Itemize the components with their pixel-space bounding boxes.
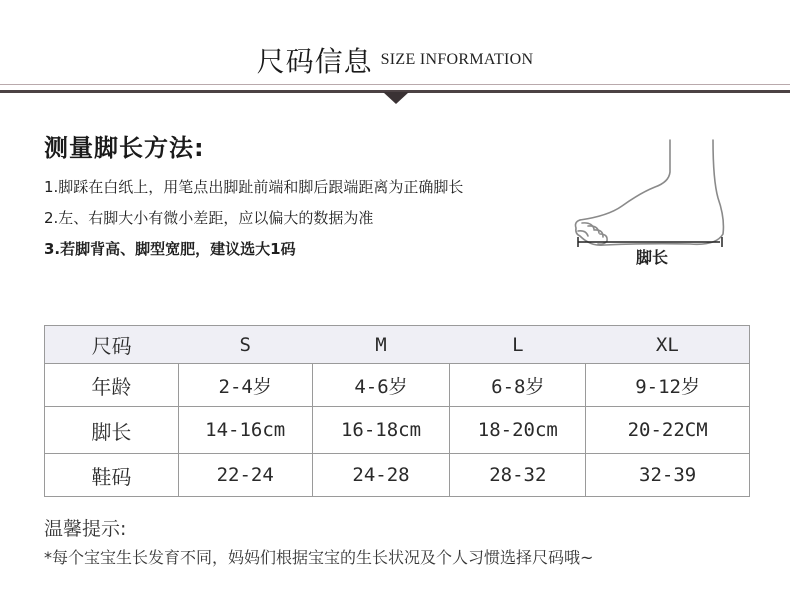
- column-header: S: [178, 326, 312, 364]
- row-label: 年龄: [45, 364, 179, 407]
- table-cell: 16-18cm: [312, 407, 450, 454]
- section-header: [0, 40, 790, 80]
- divider-thin: [0, 84, 790, 85]
- section-title-en: SIZE INFORMATION: [380, 51, 534, 68]
- table-cell: 2-4岁: [178, 364, 312, 407]
- table-row: [45, 364, 750, 407]
- table-row: [45, 407, 750, 454]
- row-label: 脚长: [45, 407, 179, 454]
- method-step: 1.脚踩在白纸上，用笔点出脚趾前端和脚后跟端距离为正确脚长: [44, 178, 464, 196]
- table-cell: 18-20cm: [450, 407, 586, 454]
- foot-length-label: 脚长: [636, 248, 669, 267]
- table-cell: 14-16cm: [178, 407, 312, 454]
- tip-text: *每个宝宝生长发育不同，妈妈们根据宝宝的生长状况及个人习惯选择尺码哦~: [44, 548, 594, 567]
- column-header: 尺码: [45, 326, 179, 364]
- caret-down-icon: [383, 92, 409, 104]
- table-header-row: [45, 326, 750, 364]
- table-row: [45, 454, 750, 497]
- table-cell: 9-12岁: [586, 364, 750, 407]
- row-label: 鞋码: [45, 454, 179, 497]
- method-title: 测量脚长方法:: [44, 134, 205, 162]
- table-cell: 4-6岁: [312, 364, 450, 407]
- tip-title: 温馨提示:: [44, 518, 127, 540]
- table-cell: 32-39: [586, 454, 750, 497]
- column-header: L: [450, 326, 586, 364]
- table-cell: 20-22CM: [586, 407, 750, 454]
- column-header: M: [312, 326, 450, 364]
- table-cell: 22-24: [178, 454, 312, 497]
- size-table: [44, 325, 750, 497]
- table-cell: 28-32: [450, 454, 586, 497]
- column-header: XL: [586, 326, 750, 364]
- table-cell: 6-8岁: [450, 364, 586, 407]
- table-cell: 24-28: [312, 454, 450, 497]
- method-steps: [44, 176, 463, 269]
- method-step: 3.若脚背高、脚型宽肥，建议选大1码: [44, 240, 296, 258]
- method-step: 2.左、右脚大小有微小差距，应以偏大的数据为准: [44, 209, 374, 227]
- section-title-cn: 尺码信息: [256, 45, 373, 78]
